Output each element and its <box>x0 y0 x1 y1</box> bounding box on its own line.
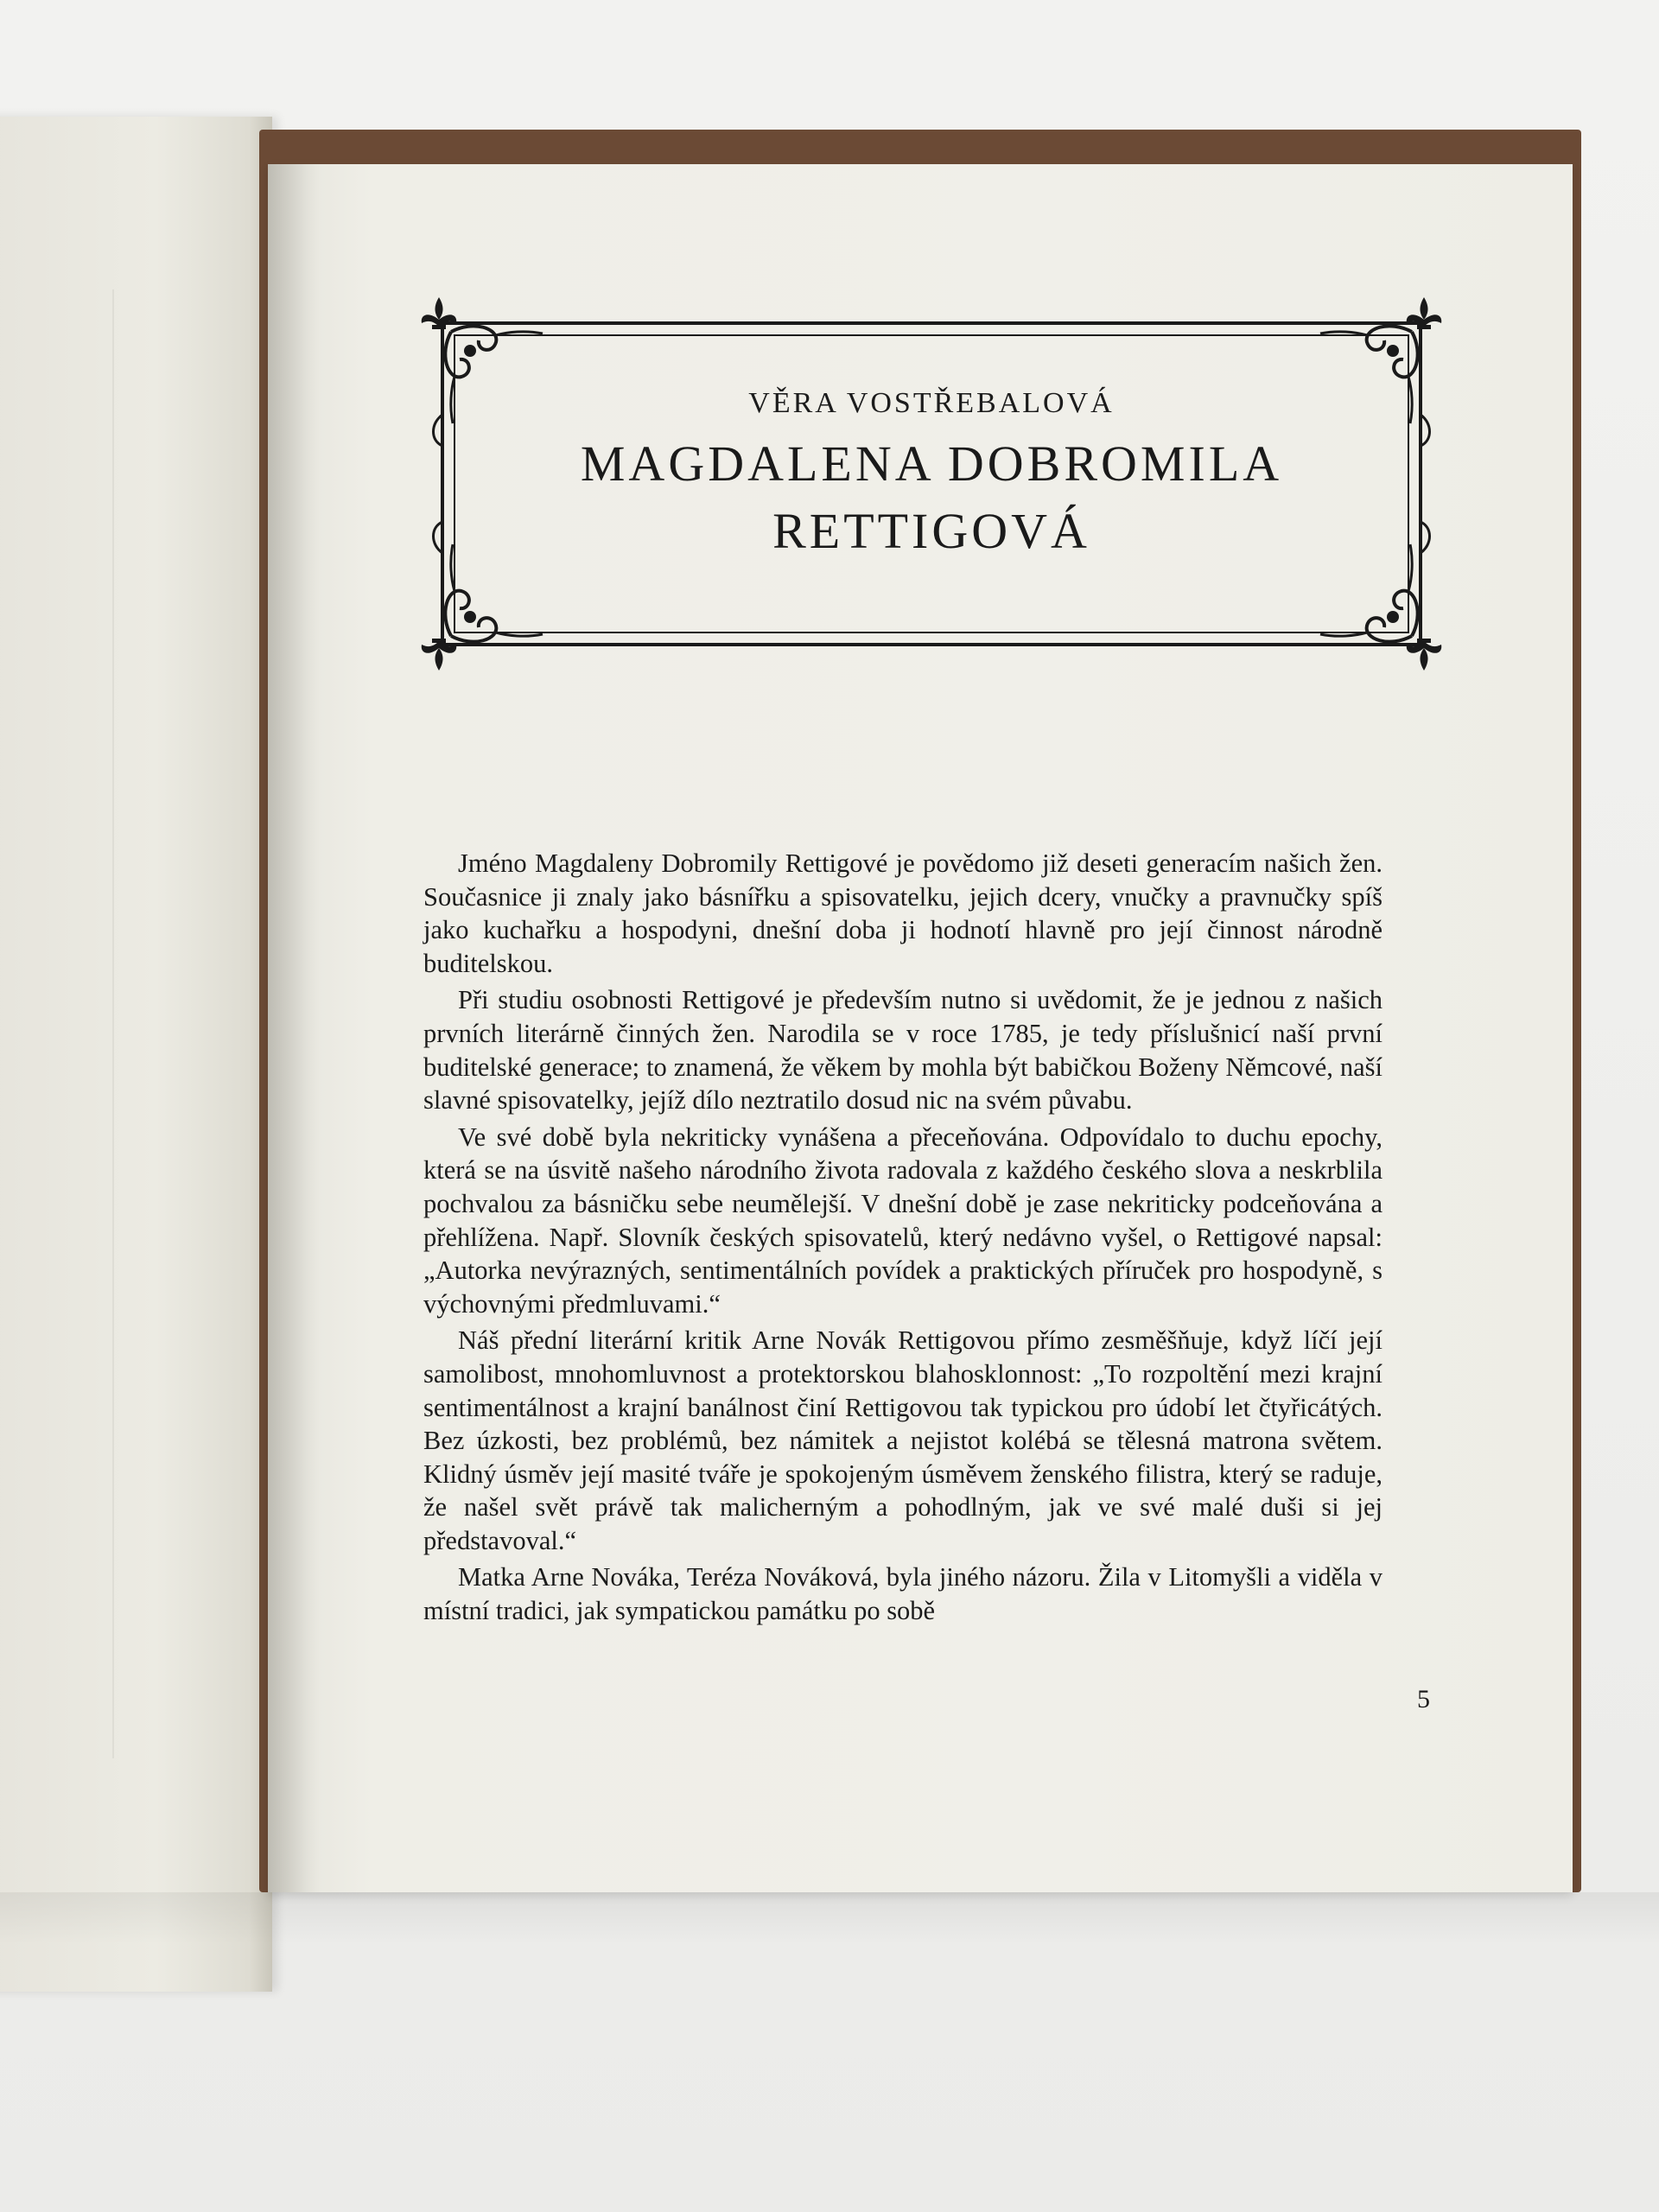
left-page-ghost-print <box>95 289 114 1758</box>
chapter-title <box>413 430 1450 565</box>
table-shadow <box>0 1892 1659 1944</box>
paragraph: Při studiu osobnosti Rettigové je především nutno si uvědomit, že je jednou z našich prvních literárně činných žen. Narodila se v roce 1785, je tedy příslušnicí naší první buditelské generace; to znamená, že věkem by mohla být babičkou Boženy Němcové, naší slavné spisovatelky, jejíž dílo neztratilo dosud nic na svém půvabu. <box>423 985 1382 1116</box>
paragraph: Jméno Magdaleny Dobromily Rettigové je povědomo již deseti generacím našich žen. Současnice ji znaly jako básnířku a spisovatelku, jejich dcery, vnučky a pravnučky spíš jako kuchařku a hospodyni, dnešní doba ji hodnotí hlavně pro její činnost národně buditelskou. <box>423 849 1382 978</box>
gutter-shadow <box>268 164 320 1892</box>
ornamental-title-frame <box>413 294 1450 674</box>
title-line-1: MAGDALENA DOBROMILA <box>580 435 1283 492</box>
body-text <box>423 847 1382 1628</box>
page-number: 5 <box>1417 1685 1430 1713</box>
left-page <box>0 117 272 1992</box>
paragraph: Ve své době byla nekriticky vynášena a přeceňována. Odpovídalo to duchu epochy, která se na úsvitě našeho národního života radovala z každého českého slova a neskrblila pochvalou za básničku sebe neumělejší. V dnešní době je zase nekriticky podceňována a přehlížena. Např. Slovník českých spisovatelů, který nedávno vyšel, o Rettigové napsal: „Autorka nevýrazných, sentimentálních povídek a praktických příruček pro hospodyně, s výchovnými předmluvami.“ <box>423 1122 1382 1319</box>
author-name: VĚRA VOSTŘEBALOVÁ <box>748 387 1115 419</box>
paragraph: Matka Arne Nováka, Teréza Nováková, byla jiného názoru. Žila v Litomyšli a viděla v místní tradici, jak sympatickou památku po sobě <box>423 1562 1382 1626</box>
right-page <box>268 164 1573 1892</box>
paragraph: Náš přední literární kritik Arne Novák Rettigovou přímo zesměšňuje, když líčí její samolibost, mnohomluvnost a protektorskou blahosklonnost: „To rozpoltění mezi krajní sentimentálnost a krajní banálnost činí Rettigovou tak typickou pro údobí let čtyřicátých. Bez úzkosti, bez problémů, bez námitek a nejistot kolébá se tělesná matrona světem. Klidný úsměv její masité tváře je spokojeným úsměvem ženského filistra, který se raduje, že našel svět právě tak malicherným a pohodlným, jak ve své malé duši si jej představoval.“ <box>423 1325 1382 1555</box>
title-line-2: RETTIGOVÁ <box>772 503 1090 559</box>
